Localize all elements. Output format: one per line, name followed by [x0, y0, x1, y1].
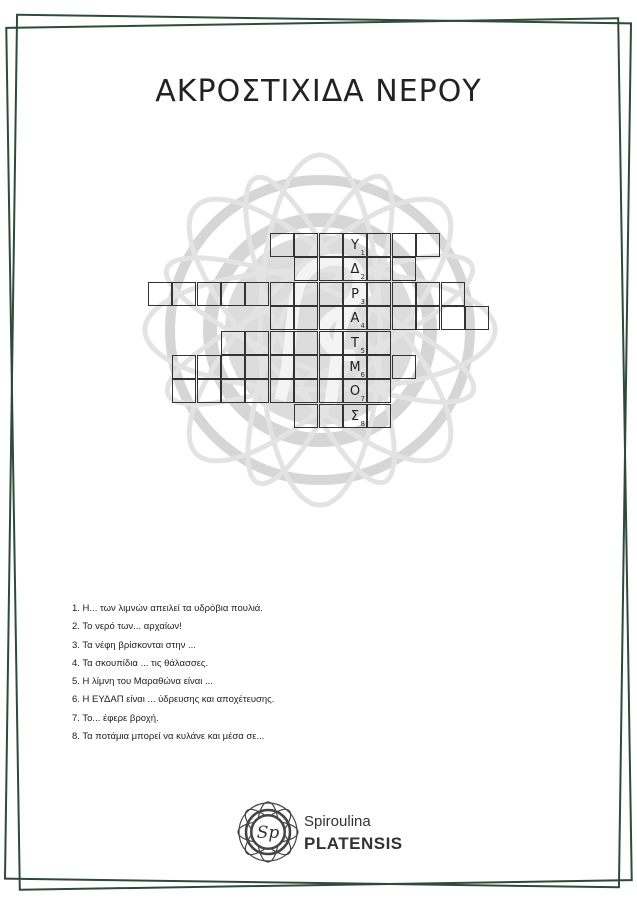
key-letter: Α [350, 311, 360, 327]
crossword-key-cell [343, 404, 367, 428]
key-letter: Τ [351, 335, 359, 351]
key-letter: Δ [350, 262, 360, 278]
crossword-cell [245, 282, 269, 306]
crossword-cell [367, 404, 391, 428]
clue-number: 6 [360, 371, 365, 379]
crossword-cell [270, 355, 294, 379]
crossword-cell [319, 306, 343, 330]
crossword-cell [221, 355, 245, 379]
crossword-cell [221, 282, 245, 306]
crossword-cell [465, 306, 489, 330]
crossword-cell [270, 306, 294, 330]
crossword-key-cell [343, 233, 367, 257]
brand-name-line1: Spiroulina [304, 813, 371, 830]
crossword-cell [319, 379, 343, 403]
crossword-key-cell [343, 379, 367, 403]
crossword-cell [392, 306, 416, 330]
clue-item: 8. Τα ποτάμια μπορεί να κυλάνε και μέσα σε... [72, 731, 265, 743]
clue-number: 2 [360, 273, 365, 282]
crossword-cell [172, 355, 196, 379]
clue-number: 5 [360, 346, 365, 355]
crossword-cell [294, 233, 318, 257]
crossword-cell [172, 379, 196, 403]
crossword-cell [392, 355, 416, 379]
crossword-cell [367, 233, 391, 257]
clue-item: 4. Τα σκουπίδια ... τις θάλασσες. [72, 657, 209, 669]
clue-number: 7 [360, 395, 365, 404]
crossword-cell [319, 257, 343, 281]
crossword-cell [270, 379, 294, 403]
page-title: ΑΚΡΟΣΤΙΧΙΔΑ ΝΕΡΟΥ [155, 74, 482, 109]
crossword-key-cell [343, 331, 367, 355]
clue-item: 5. Η λίμνη του Μαραθώνα είναι ... [72, 676, 213, 688]
clue-number: 8 [360, 419, 365, 428]
crossword-cell [441, 306, 465, 330]
crossword-cell [294, 282, 318, 306]
crossword-key-cell [343, 282, 367, 306]
clue-list [72, 600, 274, 746]
key-letter: Σ [350, 408, 360, 424]
crossword-cell [367, 331, 391, 355]
crossword-cell [172, 282, 196, 306]
crossword-cell [319, 404, 343, 428]
crossword-cell [392, 257, 416, 281]
crossword-cell [416, 282, 440, 306]
clue-number: 3 [360, 297, 365, 306]
crossword-cell [367, 355, 391, 379]
key-letter: Μ [349, 360, 361, 375]
crossword-cell [319, 355, 343, 379]
clue-number: 1 [360, 249, 365, 257]
crossword-cell [221, 379, 245, 403]
crossword-key-cell [343, 306, 367, 330]
crossword-key-cell [343, 355, 367, 379]
crossword-key-cell [343, 257, 367, 281]
crossword-cell [416, 306, 440, 330]
crossword-cell [441, 282, 465, 306]
clue-item: 1. Η... των λιμνών απειλεί τα υδρόβια πουλιά. [72, 603, 263, 614]
crossword-cell [197, 379, 221, 403]
crossword-cell [319, 282, 343, 306]
crossword-cell [270, 233, 294, 257]
clue-item: 3. Τα νέφη βρίσκονται στην ... [72, 639, 196, 651]
clue-item: 2. Το νερό των... αρχαίων! [72, 621, 182, 633]
crossword-cell [270, 282, 294, 306]
crossword-cell [197, 282, 221, 306]
brand-name-line2: PLATENSIS [304, 834, 403, 853]
crossword-cell [294, 404, 318, 428]
key-letter: Ρ [351, 286, 359, 302]
crossword-cell [294, 355, 318, 379]
crossword-cell [148, 282, 172, 306]
crossword-cell [392, 233, 416, 257]
crossword-cell [416, 233, 440, 257]
crossword-cell [245, 355, 269, 379]
crossword-cell [367, 379, 391, 403]
crossword-cell [270, 331, 294, 355]
crossword-cell [245, 331, 269, 355]
key-letter: Ο [349, 384, 361, 400]
clue-item: 7. Το... έφερε βροχή. [72, 712, 159, 724]
clue-item: 6. Η ΕΥΔΑΠ είναι ... ύδρευσης και αποχέτευσης. [72, 694, 275, 706]
crossword-cell [319, 233, 343, 257]
crossword-cell [367, 257, 391, 281]
logo-monogram: Sp [256, 823, 280, 843]
spirulina-logo-icon [236, 800, 416, 864]
crossword-cell [294, 379, 318, 403]
crossword-cell [367, 282, 391, 306]
crossword-cell [197, 355, 221, 379]
crossword-cell [294, 306, 318, 330]
crossword-cell [319, 331, 343, 355]
crossword-cell [367, 306, 391, 330]
crossword-cell [245, 379, 269, 403]
crossword-cell [294, 257, 318, 281]
crossword-cell [221, 331, 245, 355]
crossword-cell [392, 282, 416, 306]
key-letter: Υ [351, 238, 359, 253]
crossword-cell [294, 331, 318, 355]
clue-number: 4 [360, 322, 365, 331]
